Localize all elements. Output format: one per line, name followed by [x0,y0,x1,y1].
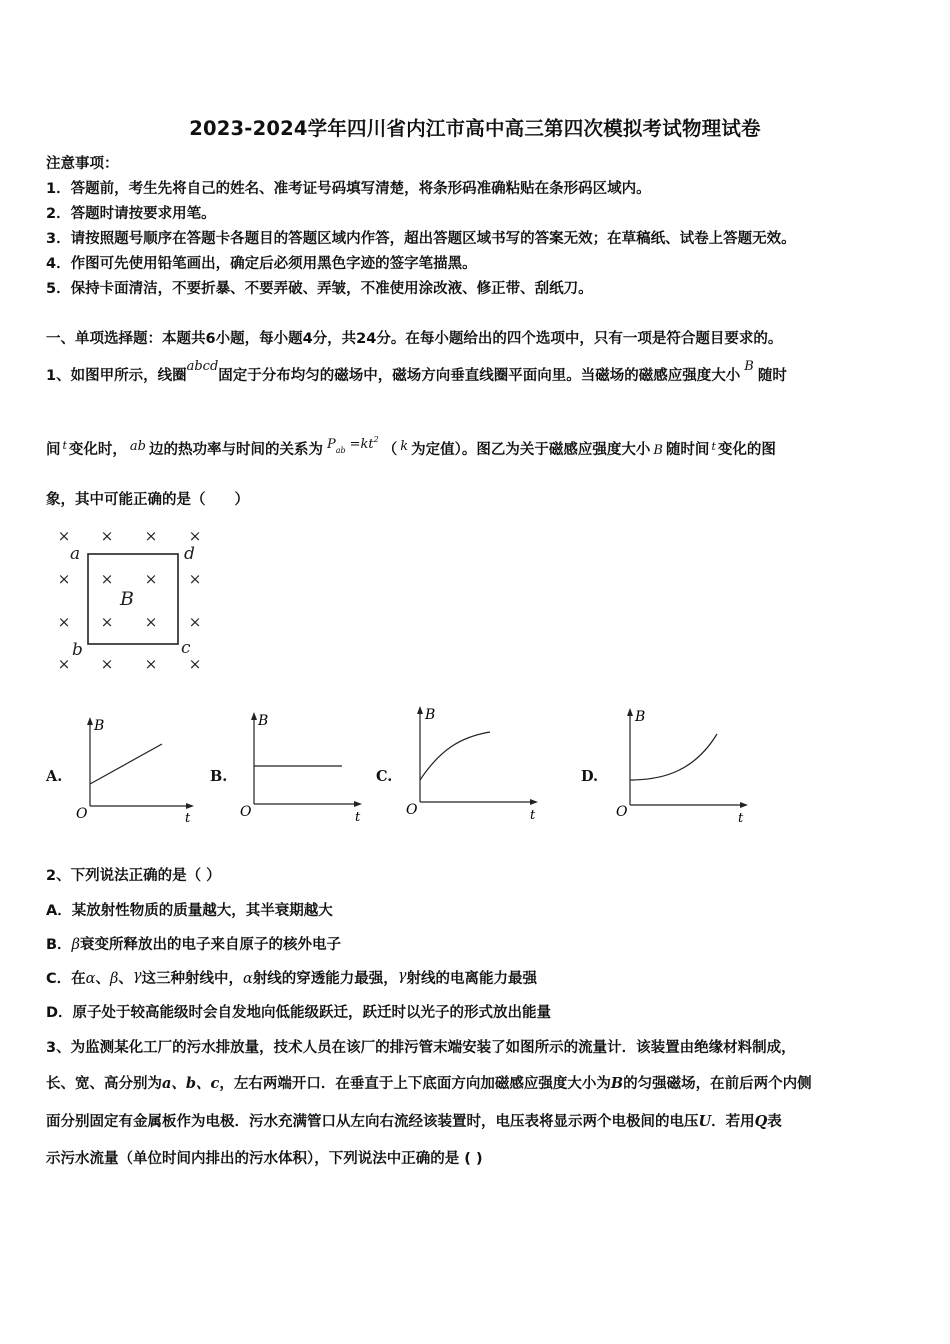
q1-text: 变化的图 [717,442,776,458]
field-cross: × [144,655,158,673]
q1-math-t2: t [711,440,716,453]
q3-math-Q: Q [754,1113,768,1130]
origin-label: O [406,802,418,818]
q1-math-k: k [400,439,409,454]
q1-text: 为定值）。图乙为关于磁感应强度大小 [411,442,651,458]
notice-item: 3．请按照题号顺序在答题卡各题目的答题区域内作答，超出答题区域书写的答案无效；在草稿纸、试卷上答题无效。 [46,231,796,247]
y-axis-label: B [635,709,646,725]
origin-label: O [76,806,88,822]
y-axis-arrow [251,712,257,720]
q3-line4: 示污水流量（单位时间内排出的污水体积），下列说法中正确的是 ( ) [46,1151,483,1167]
q1-line2 [46,435,776,459]
curve-linear [90,744,162,784]
q1-text: 固定于分布均匀的磁场中，磁场方向垂直线圈平面向里。当磁场的磁感应强度大小 [218,368,741,384]
x-axis-label: t [530,808,536,823]
option-c-label[interactable]: C. [376,768,393,785]
q3-text: 表 [767,1114,782,1130]
field-cross: × [188,655,202,673]
origin-label: O [616,804,628,820]
q2-option-d[interactable]: D．原子处于较高能级时会自发地向低能级跃迁，跃迁时以光子的形式放出能量 [46,1005,552,1021]
q3-math-B: B [610,1075,624,1092]
x-axis-arrow [186,803,194,809]
corner-b-label: b [72,640,83,660]
q1-text: 边的热功率与时间的关系为 [149,442,323,458]
x-axis-label: t [355,810,361,825]
greek-beta: β [109,971,119,987]
y-axis-arrow [87,717,93,725]
q3-text: 长、宽、高分别为 [46,1076,162,1092]
q1-line3: 象，其中可能正确的是（ ） [46,492,249,508]
q1-math-ab: ab [129,439,146,454]
page-title: 2023-2024学年四川省内江市高中高三第四次模拟考试物理试卷 [189,117,761,140]
greek-gamma: γ [397,968,407,984]
field-cross: × [100,527,114,545]
greek-alpha: α [243,971,253,987]
curve-concave-up [630,734,717,780]
notice-item: 2．答题时请按要求用笔。 [46,206,216,222]
option-b-label[interactable]: B. [210,768,228,785]
field-cross: × [144,570,158,588]
greek-beta: β [71,937,80,953]
q3-math-abc: a、b、c [162,1075,220,1092]
coil-field-figure [50,524,210,674]
section-heading: 一、单项选择题：本题共6小题，每小题4分，共24分。在每小题给出的四个选项中，只有一项是符合题目要求的。 [46,331,783,347]
origin-label: O [240,804,252,820]
q1-text: 随时 [757,368,787,384]
q1-text: 间 [46,442,61,458]
q2-text: 这三种射线中， [141,971,244,987]
x-axis-label: t [738,811,744,826]
option-c-graph[interactable] [400,700,545,824]
greek-alpha: α [85,971,96,987]
x-axis-arrow [530,799,538,805]
corner-d-label: d [184,544,195,564]
option-a-label[interactable]: A. [46,768,63,785]
q3-text: ，左右两端开口．在垂直于上下底面方向加磁感应强度大小为 [219,1076,611,1092]
q1-formula: $P_{ab} =kt^2$ [327,435,379,455]
notice-item: 1．答题前，考生先将自己的姓名、准考证号码填写清楚，将条形码准确粘贴在条形码区域内。 [46,181,651,197]
q1-text: 随时间 [665,442,710,458]
x-axis-arrow [354,801,362,807]
y-axis-label: B [258,713,269,729]
option-b-graph[interactable] [234,706,369,826]
q2-text: 射线的穿透能力最强， [252,971,398,987]
q2-text: C．在 [46,971,86,987]
field-cross: × [57,527,71,545]
option-d-label[interactable]: D. [581,768,599,785]
q2-option-a[interactable]: A．某放射性物质的质量越大，其半衰期越大 [46,903,333,919]
q1-text: （ [382,442,398,458]
q2-text: 、 [118,971,133,987]
q2-stem: 2、下列说法正确的是（ ） [46,868,221,884]
q3-text: 的匀强磁场，在前后两个内侧 [623,1076,812,1092]
field-B-label: B [120,588,134,610]
field-cross: × [100,570,114,588]
q2-text: B． [46,937,72,953]
corner-c-label: c [181,638,191,658]
field-cross: × [100,613,114,631]
q2-text: 射线的电离能力最强 [406,971,537,987]
q3-text: 面分别固定有金属板作为电极．污水充满管口从左向右流经该装置时，电压表将显示两个电极间的电压 [46,1114,699,1130]
q3-line3 [46,1110,782,1131]
y-axis-label: B [94,718,105,734]
q3-text: ．若用 [711,1114,755,1130]
field-cross: × [57,570,71,588]
q1-line1 [46,359,787,385]
q2-text: 、 [95,971,110,987]
q1-math-B: B [744,359,754,374]
q1-math-t: t [62,439,67,452]
q3-math-U: U [698,1113,712,1130]
curve-concave-down [420,732,490,780]
q2-option-b[interactable] [46,933,341,954]
q2-text: 衰变所释放出的电子来自原子的核外电子 [79,937,341,953]
y-axis-arrow [627,708,633,716]
option-d-graph[interactable] [610,702,755,826]
field-cross: × [188,613,202,631]
field-cross: × [57,655,71,673]
notice-heading: 注意事项： [46,156,119,172]
q2-option-c[interactable] [46,967,537,988]
field-cross: × [144,527,158,545]
x-axis-label: t [185,811,191,826]
x-axis-arrow [740,802,748,808]
field-cross: × [57,613,71,631]
y-axis-arrow [417,706,423,714]
field-cross: × [144,613,158,631]
corner-a-label: a [70,544,81,564]
q1-text: 变化时， [68,442,127,458]
greek-gamma: γ [132,968,142,984]
notice-item: 5．保持卡面清洁，不要折暴、不要弄破、弄皱，不准使用涂改液、修正带、刮纸刀。 [46,281,593,297]
field-cross: × [188,527,202,545]
q1-text: 1、如图甲所示，线圈 [46,368,187,384]
notice-item: 4．作图可先使用铅笔画出，确定后必须用黑色字迹的签字笔描黑。 [46,256,477,272]
q3-line2 [46,1072,812,1093]
q1-math-B2: B [653,443,663,458]
y-axis-label: B [425,707,436,723]
field-cross: × [100,655,114,673]
field-cross: × [188,570,202,588]
q3-line1: 3、为监测某化工厂的污水排放量，技术人员在该厂的排污管末端安装了如图所示的流量计．该装置由绝缘材料制成， [46,1040,796,1056]
option-a-graph[interactable] [70,712,200,827]
q1-math-abcd: abcd [186,359,219,374]
